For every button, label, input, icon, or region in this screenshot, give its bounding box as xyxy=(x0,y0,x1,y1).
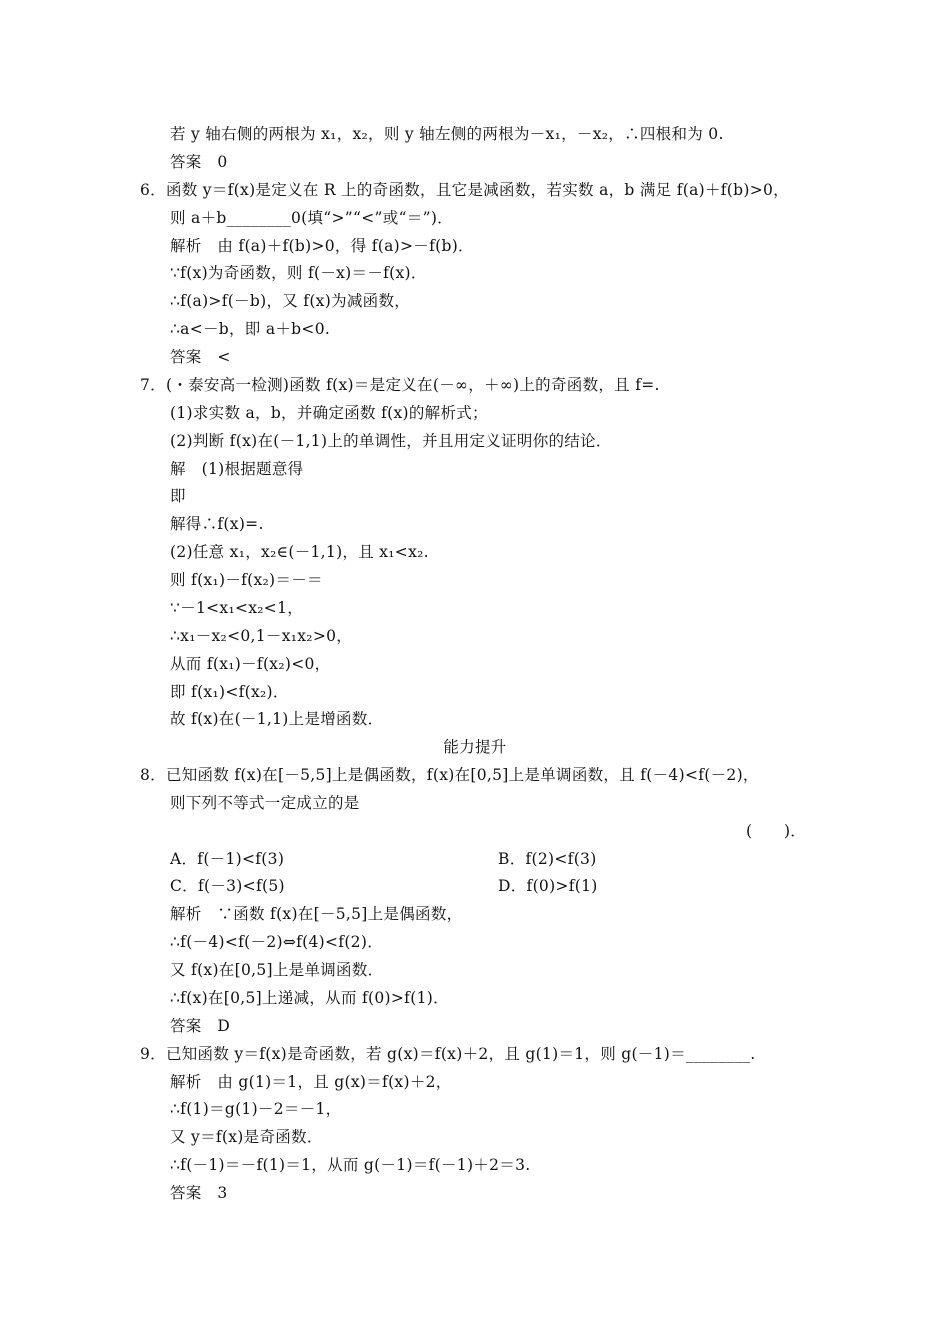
solution-line: 即 f(x₁)<f(x₂)． xyxy=(170,683,289,701)
answer-line: 答案 3 xyxy=(170,1184,228,1202)
solution-line: (2)任意 x₁，x₂∈(－1,1)，且 x₁<x₂. xyxy=(170,543,429,561)
solution-line: 从而 f(x₁)－f(x₂)<0， xyxy=(170,655,331,673)
analysis-line: 又 y＝f(x)是奇函数． xyxy=(170,1128,323,1146)
analysis-line: ∴f(－4)<f(－2)⇔f(4)<f(2)． xyxy=(170,933,383,951)
analysis-line: ∴f(x)在[0,5]上递减，从而 f(0)>f(1)． xyxy=(170,989,449,1007)
solution-line: ∵－1<x₁<x₂<1， xyxy=(170,599,304,617)
analysis-line: 解析 由 f(a)＋f(b)>0，得 f(a)>－f(b)． xyxy=(170,237,474,255)
solution-line: 则 f(x₁)－f(x₂)＝－＝ xyxy=(170,571,323,589)
question-8-line: 8．已知函数 f(x)在[－5,5]上是偶函数，f(x)在[0,5]上是单调函数，且 f(－4)<f(－2)， xyxy=(140,766,759,784)
option-b: B．f(2)<f(3) xyxy=(498,850,597,868)
option-a: A．f(－1)<f(3) xyxy=(170,850,285,868)
analysis-line: 解析 由 g(1)＝1，且 g(x)＝f(x)＋2， xyxy=(170,1073,452,1091)
question-6-line: 6．函数 y＝f(x)是定义在 R 上的奇函数，且它是减函数，若实数 a，b 满足 f(a)＋f(b)>0， xyxy=(140,181,789,199)
solution-line: 故 f(x)在(－1,1)上是增函数． xyxy=(170,710,384,728)
question-7-line: (1)求实数 a，b，并确定函数 f(x)的解析式； xyxy=(170,404,488,422)
analysis-line: ∴f(－1)＝－f(1)＝1，从而 g(－1)＝f(－1)＋2＝3. xyxy=(170,1156,531,1174)
question-9-line: 9．已知函数 y＝f(x)是奇函数，若 g(x)＝f(x)＋2，且 g(1)＝1，则 g(－1)＝________. xyxy=(140,1045,756,1063)
text-line: 若 y 轴右侧的两根为 x₁，x₂，则 y 轴左侧的两根为－x₁，－x₂，∴四根和为 0. xyxy=(170,125,724,143)
solution-line: 解 (1)根据题意得 xyxy=(170,460,304,478)
solution-line: 即 xyxy=(170,487,186,505)
analysis-line: 又 f(x)在[0,5]上是单调函数． xyxy=(170,961,384,979)
solution-line: ∴x₁－x₂<0,1－x₁x₂>0， xyxy=(170,627,353,645)
answer-line: 答案 0 xyxy=(170,153,228,171)
question-7-line: (2)判断 f(x)在(－1,1)上的单调性，并且用定义证明你的结论． xyxy=(170,432,612,450)
answer-line: 答案 < xyxy=(170,348,231,366)
analysis-line: ∴a<－b，即 a＋b<0. xyxy=(170,320,331,338)
question-7-line: 7．(・泰安高一检测)函数 f(x)＝是定义在(－∞，＋∞)上的奇函数，且 f=. xyxy=(140,376,660,394)
analysis-line: ∵f(x)为奇函数，则 f(－x)＝－f(x)． xyxy=(170,264,427,282)
option-d: D．f(0)>f(1) xyxy=(498,877,598,895)
question-6-line: 则 a＋b________0(填“>”“<”或“＝”)． xyxy=(170,209,453,227)
solution-line: 解得∴f(x)=. xyxy=(170,515,264,533)
analysis-line: ∴f(1)＝g(1)－2＝－1， xyxy=(170,1100,342,1118)
option-c: C．f(－3)<f(5) xyxy=(170,877,285,895)
analysis-line: 解析 ∵函数 f(x)在[－5,5]上是偶函数， xyxy=(170,905,463,923)
section-heading: 能力提升 xyxy=(443,738,507,756)
answer-line: 答案 D xyxy=(170,1017,231,1035)
answer-blank: ( )． xyxy=(746,822,807,840)
question-8-line: 则下列不等式一定成立的是 xyxy=(170,794,360,812)
analysis-line: ∴f(a)>f(－b)，又 f(x)为减函数， xyxy=(170,292,411,310)
